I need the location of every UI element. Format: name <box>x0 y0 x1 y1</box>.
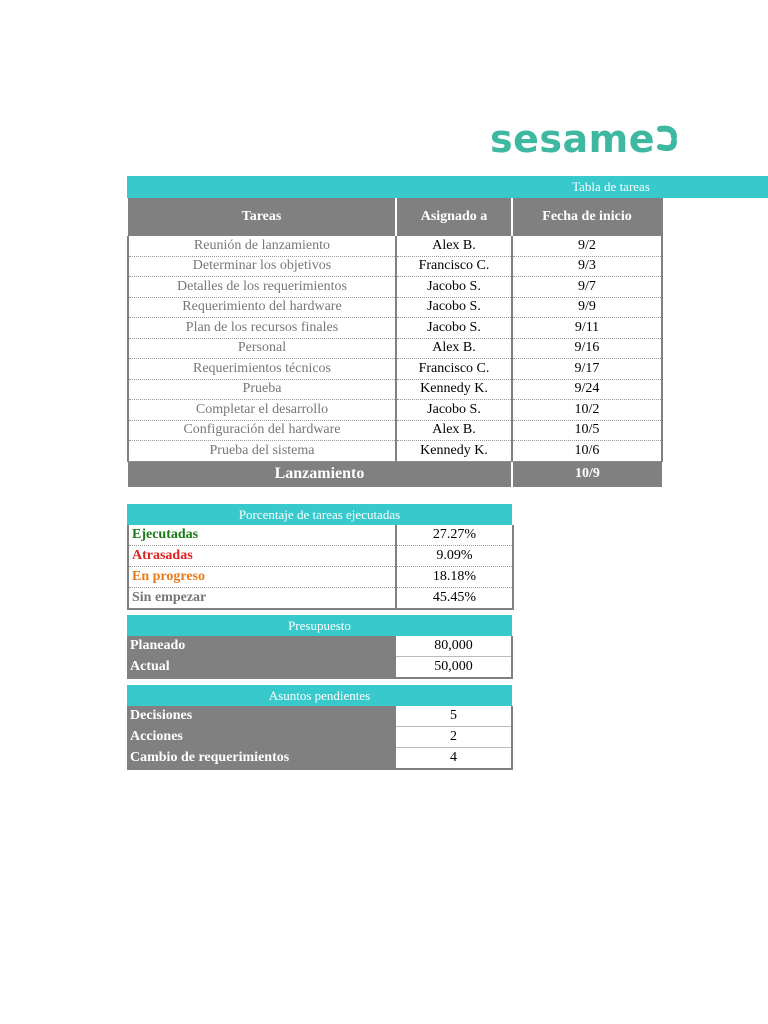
task-name-cell: Requerimientos técnicos <box>128 359 396 380</box>
task-name-cell: Prueba <box>128 379 396 400</box>
start-date-cell: 9/16 <box>512 338 662 359</box>
percentage-value: 9.09% <box>396 546 513 567</box>
pending-label: Cambio de requerimientos <box>127 748 395 770</box>
pending-label: Decisiones <box>127 706 395 727</box>
percentage-title: Porcentaje de tareas ejecutadas <box>127 504 512 525</box>
budget-value: 80,000 <box>395 636 512 657</box>
table-row <box>128 420 662 441</box>
start-date-cell: 10/5 <box>512 420 662 441</box>
assignee-cell: Alex B. <box>396 420 512 441</box>
assignee-cell: Jacobo S. <box>396 318 512 339</box>
table-row <box>128 441 662 462</box>
start-date-cell: 10/2 <box>512 400 662 421</box>
pending-label: Acciones <box>127 727 395 748</box>
table-row <box>127 727 512 748</box>
task-name-cell: Reunión de lanzamiento <box>128 236 396 256</box>
task-name-cell: Requerimiento del hardware <box>128 297 396 318</box>
task-table-footer-row <box>128 461 662 487</box>
header-fecha: Fecha de inicio <box>512 198 662 236</box>
start-date-cell: 9/3 <box>512 256 662 277</box>
table-row <box>128 297 662 318</box>
table-row <box>128 338 662 359</box>
percentage-value: 27.27% <box>396 525 513 546</box>
percentage-label: En progreso <box>128 567 396 588</box>
percentage-value: 18.18% <box>396 567 513 588</box>
assignee-cell: Kennedy K. <box>396 379 512 400</box>
pending-table <box>127 685 512 770</box>
assignee-cell: Francisco C. <box>396 359 512 380</box>
percentage-label: Ejecutadas <box>128 525 396 546</box>
table-row <box>127 636 512 657</box>
start-date-cell: 9/2 <box>512 236 662 256</box>
task-name-cell: Completar el desarrollo <box>128 400 396 421</box>
table-row <box>127 748 512 770</box>
assignee-cell: Jacobo S. <box>396 400 512 421</box>
assignee-cell: Francisco C. <box>396 256 512 277</box>
task-table-header-row <box>128 198 662 236</box>
pending-value: 2 <box>395 727 512 748</box>
table-row <box>127 706 512 727</box>
budget-label: Actual <box>127 657 395 679</box>
task-name-cell: Prueba del sistema <box>128 441 396 462</box>
sesame-logo <box>490 116 678 162</box>
budget-label: Planeado <box>127 636 395 657</box>
assignee-cell: Alex B. <box>396 338 512 359</box>
start-date-cell: 9/17 <box>512 359 662 380</box>
table-row <box>128 567 513 588</box>
pending-title: Asuntos pendientes <box>127 685 512 706</box>
assignee-cell: Alex B. <box>396 236 512 256</box>
table-row <box>128 400 662 421</box>
task-name-cell: Detalles de los requerimientos <box>128 277 396 298</box>
task-table-title: Tabla de tareas <box>572 179 650 194</box>
table-row <box>128 379 662 400</box>
start-date-cell: 9/7 <box>512 277 662 298</box>
table-row <box>128 359 662 380</box>
table-row <box>128 588 513 610</box>
header-asignado: Asignado a <box>396 198 512 236</box>
percentage-label: Sin empezar <box>128 588 396 610</box>
percentage-value: 45.45% <box>396 588 513 610</box>
footer-label: Lanzamiento <box>128 461 512 487</box>
footer-date: 10/9 <box>512 461 662 487</box>
pending-value: 4 <box>395 748 512 770</box>
table-row <box>128 277 662 298</box>
table-row <box>128 525 513 546</box>
table-row <box>128 546 513 567</box>
start-date-cell: 9/11 <box>512 318 662 339</box>
table-row <box>128 318 662 339</box>
assignee-cell: Jacobo S. <box>396 277 512 298</box>
task-name-cell: Personal <box>128 338 396 359</box>
start-date-cell: 10/6 <box>512 441 662 462</box>
table-row <box>127 657 512 679</box>
logo-text: sesame <box>490 117 656 161</box>
task-table <box>127 198 663 487</box>
budget-value: 50,000 <box>395 657 512 679</box>
header-tareas: Tareas <box>128 198 396 236</box>
start-date-cell: 9/24 <box>512 379 662 400</box>
budget-title: Presupuesto <box>127 615 512 636</box>
table-row <box>128 256 662 277</box>
task-name-cell: Determinar los objetivos <box>128 256 396 277</box>
percentage-label: Atrasadas <box>128 546 396 567</box>
budget-table <box>127 615 512 679</box>
assignee-cell: Jacobo S. <box>396 297 512 318</box>
sesame-mark-icon <box>656 121 678 157</box>
table-row <box>128 236 662 256</box>
task-name-cell: Plan de los recursos finales <box>128 318 396 339</box>
assignee-cell: Kennedy K. <box>396 441 512 462</box>
task-table-title-band <box>127 176 768 198</box>
pending-value: 5 <box>395 706 512 727</box>
task-name-cell: Configuración del hardware <box>128 420 396 441</box>
start-date-cell: 9/9 <box>512 297 662 318</box>
percentage-table <box>127 504 512 610</box>
